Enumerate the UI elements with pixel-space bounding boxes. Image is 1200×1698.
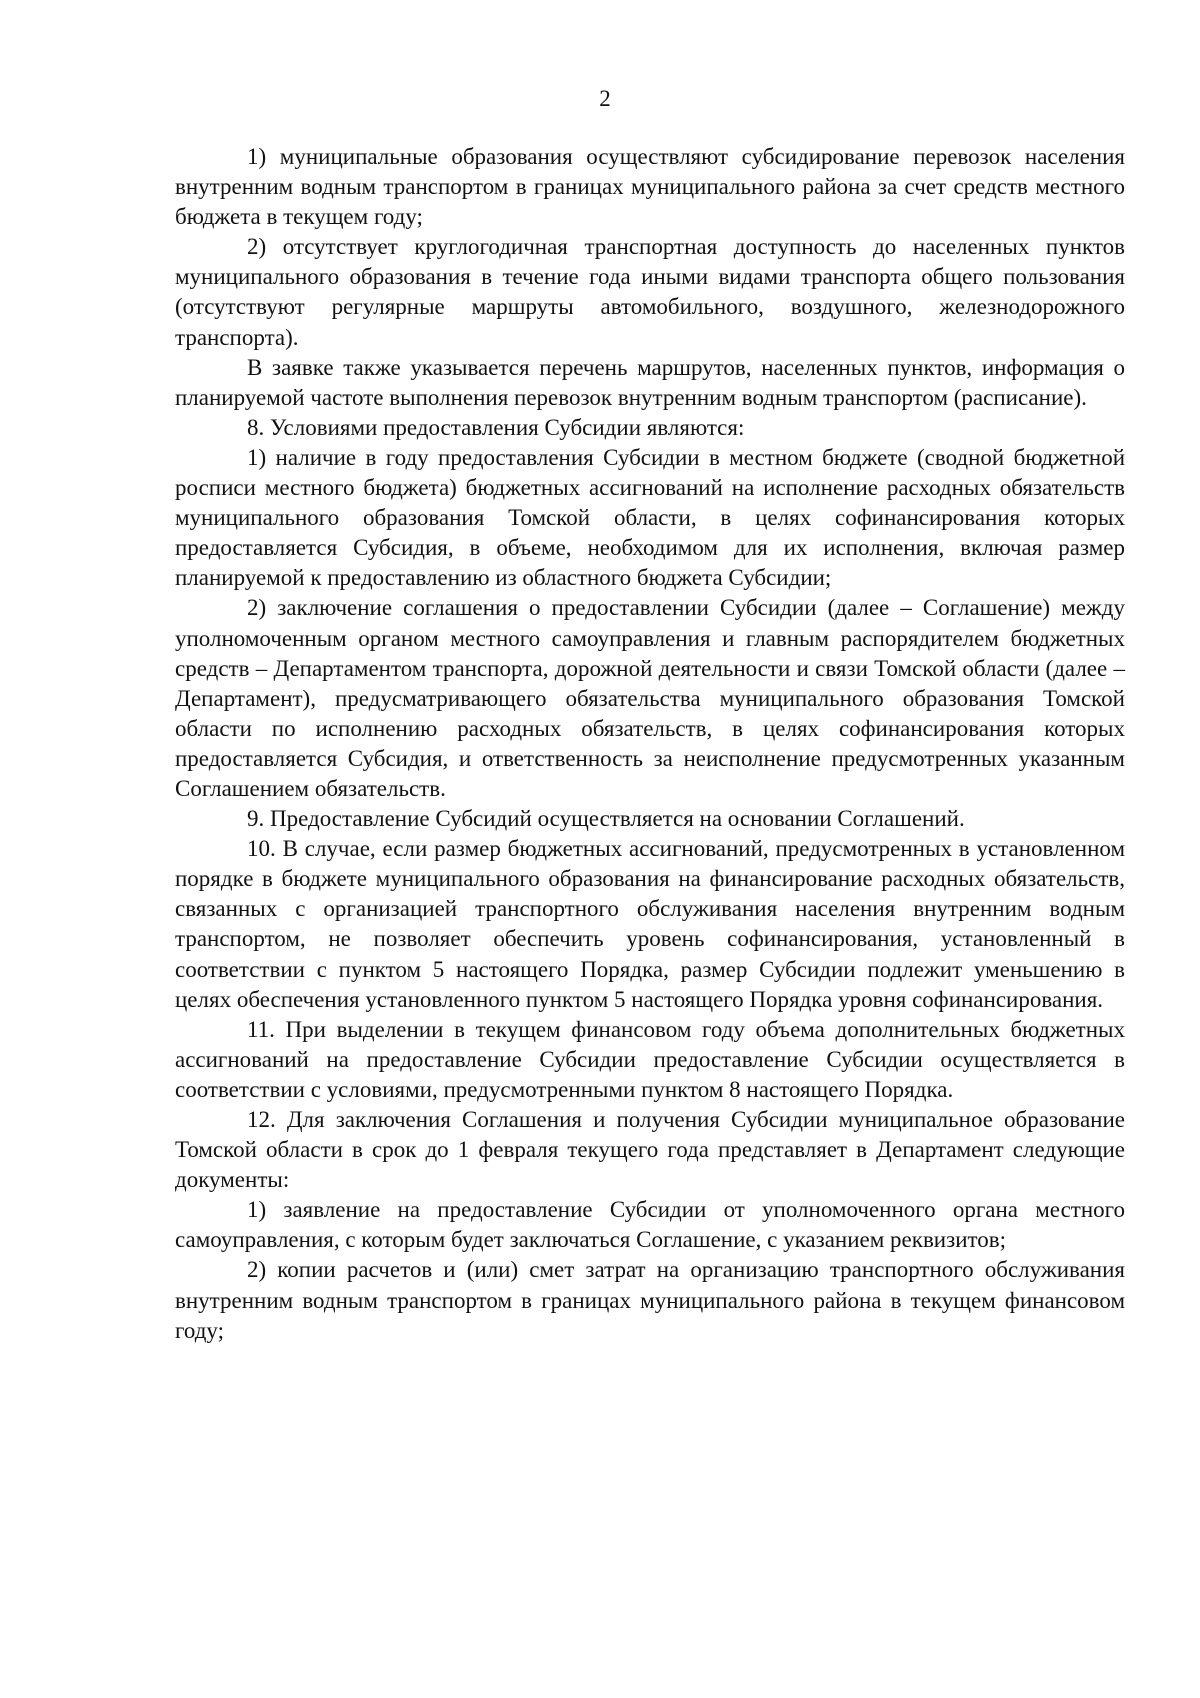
document-body bbox=[175, 142, 1125, 1346]
paragraph-10: 12. Для заключения Соглашения и получения Субсидии муниципальное образование Томской области в срок до 1 февраля текущего года представляет в Департамент следующие документы: bbox=[175, 1107, 1125, 1193]
paragraph-3: В заявке также указывается перечень маршрутов, населенных пунктов, информация о планируемой частоте выполнения перевозок внутренним водным транспортом (расписание). bbox=[175, 354, 1125, 410]
paragraph-1: 1) муниципальные образования осуществляют субсидирование перевозок населения внутренним водным транспортом в границах муниципального района за счет средств местного бюджета в текущем году; bbox=[175, 144, 1125, 230]
paragraph-6: 2) заключение соглашения о предоставлении Субсидии (далее – Соглашение) между уполномоченным органом местного самоуправления и главным распорядителем бюджетных средств – Департаментом транспорта, дорожной деятельности и связи Томской области (далее – Департамент), предусматривающего обязательства муниципального образования Томской области по исполнению расходных обязательств, в целях софинансирования которых предоставляется Субсидия, и ответственность за неисполнение предусмотренных указанным Соглашением обязательств. bbox=[175, 595, 1125, 801]
paragraph-8: 10. В случае, если размер бюджетных ассигнований, предусмотренных в установленном порядке в бюджете муниципального образования на финансирование расходных обязательств, связанных с организацией транспортного обслуживания населения внутренним водным транспортом, не позволяет обеспечить уровень софинансирования, установленный в соответствии с пунктом 5 настоящего Порядка, размер Субсидии подлежит уменьшению в целях обеспечения установленного пунктом 5 настоящего Порядка уровня софинансирования. bbox=[175, 836, 1125, 1012]
paragraph-2: 2) отсутствует круглогодичная транспортная доступность до населенных пунктов муниципального образования в течение года иными видами транспорта общего пользования (отсутствуют регулярные маршруты автомобильного, воздушного, железнодорожного транспорта). bbox=[175, 234, 1125, 350]
paragraph-4: 8. Условиями предоставления Субсидии являются: bbox=[247, 414, 745, 440]
page-number: 2 bbox=[599, 86, 611, 111]
paragraph-12: 2) копии расчетов и (или) смет затрат на организацию транспортного обслуживания внутренним водным транспортом в границах муниципального района в текущем финансовом году; bbox=[175, 1257, 1125, 1343]
paragraph-9: 11. При выделении в текущем финансовом году объема дополнительных бюджетных ассигнований на предоставление Субсидии предоставление Субсидии осуществляется в соответствии с условиями, предусмотренными пунктом 8 настоящего Порядка. bbox=[175, 1016, 1125, 1102]
paragraph-7: 9. Предоставление Субсидий осуществляется на основании Соглашений. bbox=[247, 806, 965, 832]
paragraph-11: 1) заявление на предоставление Субсидии от уполномоченного органа местного самоуправления, с которым будет заключаться Соглашение, с указанием реквизитов; bbox=[175, 1197, 1125, 1253]
paragraph-5: 1) наличие в году предоставления Субсидии в местном бюджете (сводной бюджетной росписи местного бюджета) бюджетных ассигнований на исполнение расходных обязательств муниципального образования Томской области, в целях софинансирования которых предоставляется Субсидия, в объеме, необходимом для их исполнения, включая размер планируемой к предоставлению из областного бюджета Субсидии; bbox=[175, 444, 1125, 591]
